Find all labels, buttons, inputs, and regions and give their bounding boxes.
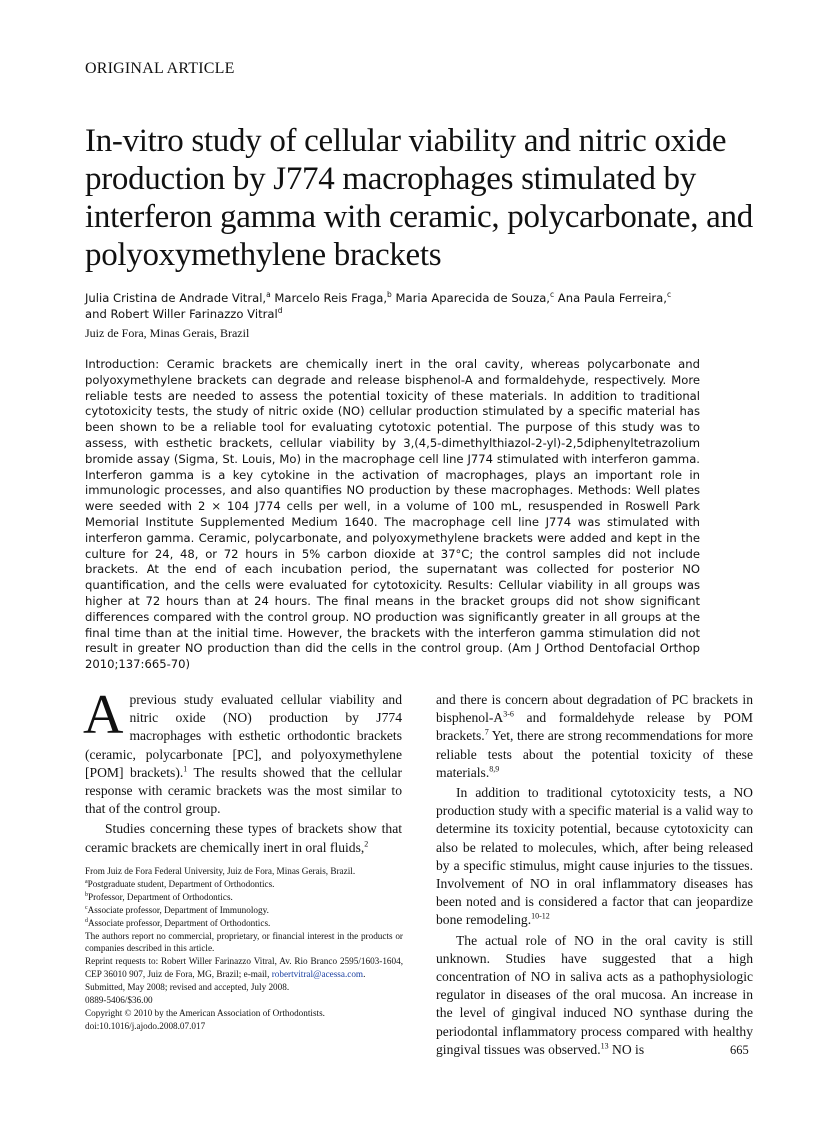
email-link[interactable]: robertvitral@acessa.com — [271, 969, 364, 980]
author-affiliation-mark: d — [277, 306, 283, 316]
affiliation: Juiz de Fora, Minas Gerais, Brazil — [85, 326, 250, 340]
author-affiliation-mark: b — [387, 290, 392, 300]
body-paragraph — [436, 932, 753, 1059]
footnote-item — [85, 891, 403, 904]
author-name: Marcelo Reis Fraga, — [270, 291, 388, 305]
body-text: and there is concern about degradation of PC brackets in bisphenol-A — [436, 692, 753, 726]
body-text: Studies concerning these types of brackets show that ceramic brackets are chemically inert in oral fluids, — [85, 821, 402, 855]
body-paragraph — [436, 784, 753, 930]
footnote-item — [85, 878, 403, 891]
footnote-issn: 0889-5406/$36.00 — [85, 995, 153, 1006]
footnote-mark: d — [85, 917, 88, 924]
reference-citation[interactable]: 13 — [600, 1041, 609, 1051]
footnote-item — [85, 917, 403, 930]
author-name: Maria Aparecida de Souza, — [391, 291, 550, 305]
author-name: Julia Cristina de Andrade Vitral, — [85, 291, 267, 305]
abstract: Introduction: Ceramic brackets are chemically inert in the oral cavity, whereas polycarbonate and polyoxymethylene brackets can degrade and release bisphenol-A and formaldehyde, respectively. More reliable tests are needed to assess the potential toxicity of these materials. In addition to traditional cytotoxicity tests, the study of nitric oxide (NO) cellular production stimulated by a specific material has been shown to be a reliable tool for evaluating cytotoxic potential. The purpose of this study was to assess, with esthetic brackets, cellular viability by 3,(4,5-dimethylthiazol-2-yl)-2,5diphenyltetrazolium bromide assay (Sigma, St. Louis, Mo) in the macrophage cell line J774 stimulated with interferon gamma. Interferon gamma is a key cytokine in the activation of macrophages, plays an important role in immunologic processes, and also quantifies NO production by these macrophages. Methods: Well plates were seeded with 2 × 104 J774 cells per well, in a volume of 100 mL, resuspended in Roswell Park Memorial Institute Supplemented Medium 1640. The macrophage cell line J774 was stimulated with interferon gamma. Ceramic, polycarbonate, and polyoxymethylene brackets were added and kept in the culture for 24, 48, or 72 hours in 5% carbon dioxide at 37°C; the control samples did not include brackets. At the end of each incubation period, the supernatant was collected for posterior NO quantification, and the cells were evaluated for cytotoxicity. Results: Cellular viability in all groups was higher at 72 hours than at 24 hours. The final means in the bracket groups did not show significant differences compared with the control group. NO production was significantly greater in all groups at the final time than at the initial time. However, the brackets with the interferon gamma stimulation did not result in greater NO production than did the cells in the control group. (Am J Orthod Dentofacial Orthop 2010;137:665-70) — [85, 357, 700, 672]
section-label: ORIGINAL ARTICLE — [85, 60, 235, 77]
footnote-text: Associate professor, Department of Orthodontics. — [88, 917, 271, 928]
footnote-origin: From Juiz de Fora Federal University, Juiz de Fora, Minas Gerais, Brazil. — [85, 866, 356, 876]
drop-cap: A — [83, 684, 124, 746]
reference-citation[interactable]: 8,9 — [489, 764, 500, 774]
footnote-mark: c — [85, 904, 88, 911]
footnote-item — [85, 904, 403, 917]
body-text: The results showed that the cellular response with ceramic brackets was the most similar to that of the control group. — [85, 764, 402, 817]
body-paragraph — [85, 820, 402, 856]
footnote-text: Postgraduate student, Department of Orthodontics. — [87, 878, 275, 889]
reference-citation[interactable]: 2 — [364, 839, 369, 849]
body-text: In addition to traditional cytotoxicity tests, a NO production study with a specific material is a valid way to determine its toxicity potential, because cytotoxicity can also be related to molecules, which, after being released by a specific stimulus, might cause injuries to the tissues. Involvement of NO in oral inflammatory diseases has been noted and is considered a factor that can jeopardize bone remodeling. — [436, 785, 753, 928]
footnote-doi[interactable]: doi:10.1016/j.ajodo.2008.07.017 — [85, 1020, 206, 1031]
footnote-text: Associate professor, Department of Immunology. — [87, 904, 269, 915]
author-affiliation-mark: a — [266, 290, 271, 300]
author-affiliation-mark: c — [550, 290, 555, 300]
body-text: NO is — [608, 1041, 645, 1057]
footnote-disclosure: The authors report no commercial, proprietary, or financial interest in the products or companies described in this article. — [85, 930, 403, 954]
reference-citation[interactable]: 7 — [484, 727, 489, 737]
author-name: Ana Paula Ferreira, — [554, 291, 667, 305]
footnote-mark: b — [85, 891, 88, 898]
author-name: and Robert Willer Farinazzo Vitral — [85, 307, 278, 321]
footnotes — [85, 865, 403, 1033]
body-paragraph — [83, 684, 402, 818]
reference-citation[interactable]: 10-12 — [531, 911, 550, 921]
footnote-text: Professor, Department of Orthodontics. — [88, 891, 233, 902]
body-column-right — [436, 691, 753, 1059]
author-list — [85, 290, 745, 322]
body-paragraph — [436, 691, 753, 782]
footnote-text: Reprint requests to: Robert Willer Farinazzo Vitral, Av. Rio Branco 2595/1603-1604, CEP 36010 907, Juiz de Fora, MG, Brazil; e-mail, — [85, 956, 403, 980]
body-text: previous study evaluated cellular viability and nitric oxide (NO) production by J774 macrophages with esthetic orthodontic brackets (ceramic, polycarbonate [PC], and polyoxymethylene [POM] brackets). — [85, 692, 402, 780]
body-text: Yet, there are strong recommendations for more reliable tests about the potential toxicity of these materials. — [436, 728, 753, 780]
body-column-left — [83, 684, 402, 857]
footnote-copyright: Copyright © 2010 by the American Association of Orthodontists. — [85, 1007, 325, 1018]
footnote-mark: a — [85, 878, 88, 885]
footnote-submitted: Submitted, May 2008; revised and accepted, July 2008. — [85, 982, 290, 993]
footnote-reprint — [85, 955, 403, 981]
page-number: 665 — [730, 1043, 749, 1057]
reference-citation[interactable]: 3-6 — [503, 709, 514, 719]
author-affiliation-mark: c — [666, 290, 672, 300]
body-text: The actual role of NO in the oral cavity is still unknown. Studies have suggested that a high concentration of NO in saliva acts as a pathophysiologic regulator in diseases of the oral mucosa. An increase in the level of gingival induced NO synthase during the periodontal inflammatory process compared with healthy gingival tissues was observed. — [436, 932, 753, 1057]
reference-citation[interactable]: 1 — [183, 764, 188, 774]
footnote-text: . — [363, 969, 366, 980]
article-title: In-vitro study of cellular viability and nitric oxide production by J774 macrophages stimulated by interferon gamma with ceramic, polycarbonate, and polyoxymethylene brackets — [85, 123, 753, 273]
body-text: and formaldehyde release by POM brackets. — [436, 710, 753, 744]
